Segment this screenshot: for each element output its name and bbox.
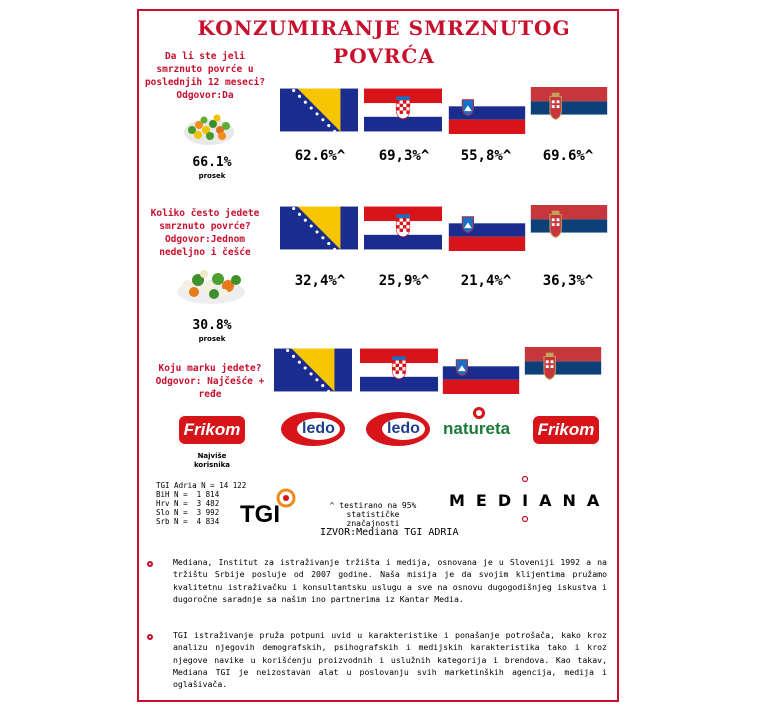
- section2-question: Koliko često jedete smrznuto povrće? Odgovor:Jednom nedeljno i češće: [150, 208, 260, 258]
- flag-slovenia-2: [448, 209, 526, 251]
- flag-croatia-1: [364, 87, 442, 133]
- tgi-logo: TGI: [240, 501, 280, 528]
- tgi-description: TGI istraživanje pruža potpuni uvid u karakteristike i ponašanje potrošača, kako kroz analizu njegovih demografskih, psihografskih i medijskih karakteristika tako i kroz njegove navike u korišćenju proizvodnih i uslužnih kategorija i brendova. Kao takav, Mediana TGI je neizostavan alat u poslovanju svih marketinških agencija, medija i oglašivača.: [173, 630, 607, 690]
- brand-logo-ledo-2: ledo: [366, 412, 430, 446]
- section1-value-slovenia: 55,8%^: [460, 148, 512, 164]
- section1-question: Da li ste jeli smrznuto povrće u poslednjih 12 meseci? Odgovor:Da: [144, 51, 266, 101]
- bullet-icon: [147, 561, 153, 567]
- flag-bih-1: [280, 87, 358, 133]
- tgi-logo-mark-icon: [276, 488, 296, 508]
- section2-value-croatia: 25,9%^: [378, 273, 430, 289]
- flag-serbia-3: [524, 347, 602, 389]
- brand-logo-frikom: Frikom: [177, 414, 247, 446]
- flag-croatia-2: [364, 205, 442, 251]
- section2-average: 30.8%: [192, 318, 232, 333]
- flag-serbia-1: [530, 87, 608, 129]
- page-title-line2: POVRĆA: [333, 44, 435, 68]
- flag-bih-2: [280, 205, 358, 251]
- natureta-leaf-icon: [472, 406, 486, 420]
- brand-logo-natureta: natureta: [443, 419, 511, 438]
- section2-average-label: prosek: [198, 335, 226, 343]
- flag-bih-3: [274, 347, 352, 393]
- brand-caption: Najviše korisnika: [193, 452, 231, 469]
- section1-value-croatia: 69,3%^: [378, 148, 430, 164]
- brand-logo-ledo: ledo: [281, 412, 345, 446]
- bullet-icon-2: [147, 634, 153, 640]
- flag-croatia-3: [360, 347, 438, 393]
- section2-value-bih: 32,4%^: [294, 273, 346, 289]
- significance-note: ^ testirano na 95% statističke značajnosti: [329, 501, 417, 528]
- section1-average: 66.1%: [192, 155, 232, 170]
- page-title-line1: KONZUMIRANJE SMRZNUTOG: [197, 16, 571, 40]
- flag-slovenia-3: [442, 352, 520, 394]
- source-label: IZVOR:Mediana TGI ADRIA: [320, 527, 459, 538]
- section2-value-serbia: 36,3%^: [542, 273, 594, 289]
- section1-value-bih: 62.6%^: [294, 148, 346, 164]
- brand-logo-frikom-2: Frikom: [531, 414, 601, 446]
- flag-slovenia-1: [448, 92, 526, 134]
- sample-size-block: TGI Adria N = 14 122 BiH N = 1 814 Hrv N = 3 482 Slo N = 3 992 Srb N = 4 834: [156, 481, 247, 526]
- section1-value-serbia: 69.6%^: [542, 148, 594, 164]
- section3-question: Koju marku jedete? Odgovor: Najčešće + ređe: [155, 363, 265, 400]
- mediana-logo: MEDIANA: [449, 491, 611, 510]
- mixed-vegetables-image: [174, 262, 248, 306]
- mediana-dot-top-icon: [520, 474, 530, 484]
- frozen-vegetables-image: [182, 108, 236, 148]
- section1-average-label: prosek: [198, 172, 226, 180]
- mediana-dot-bottom-icon: [520, 514, 530, 524]
- flag-serbia-2: [530, 205, 608, 247]
- mediana-description: Mediana, Institut za istraživanje tržišta i medija, osnovana je u Sloveniji 1992 a na tržištu Srbije posluje od 2007 godine. Naša misija je da svojim klijentima pružamo kvalitetnu istraživačku i konsultantsku uslugu a sve na osnovu dugogodišnjeg iskustva i dugoročne saradnje sa našim ino partnerima iz Kantar Media.: [173, 557, 607, 604]
- section2-value-slovenia: 21,4%^: [460, 273, 512, 289]
